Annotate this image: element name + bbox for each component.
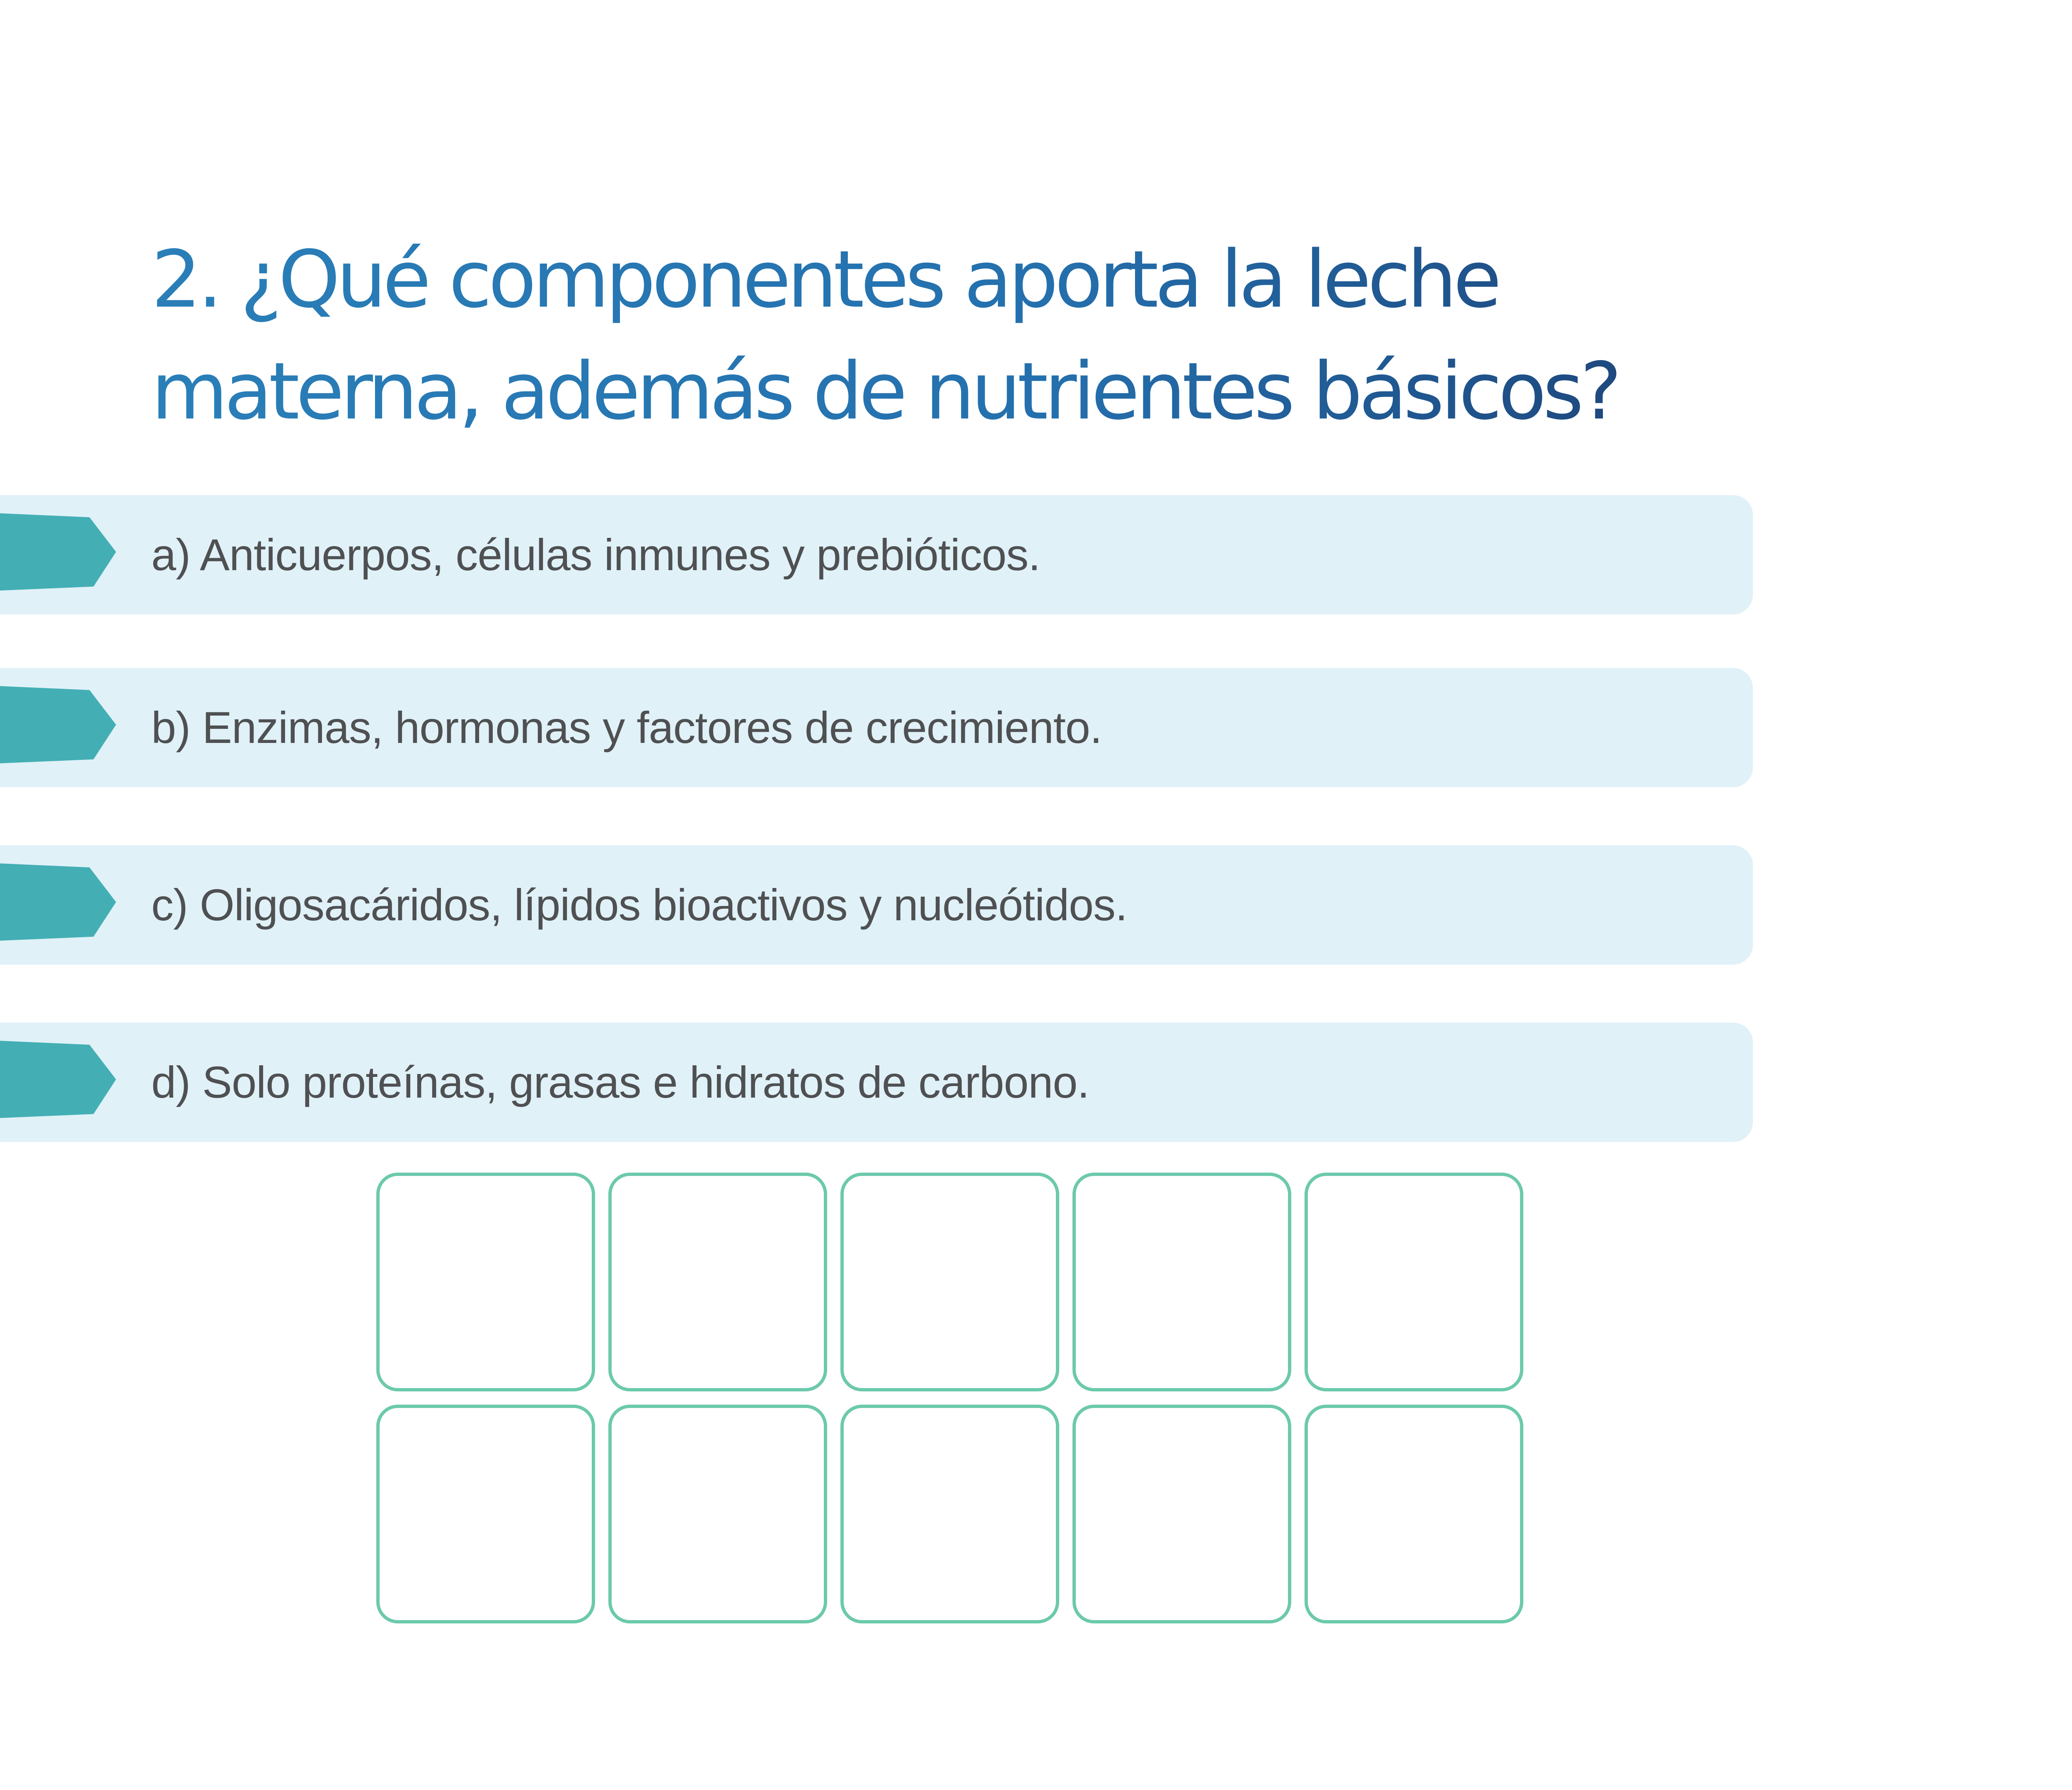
- answer-cell[interactable]: [840, 1405, 1059, 1623]
- answer-cell[interactable]: [1305, 1405, 1523, 1623]
- answer-cell[interactable]: [376, 1173, 595, 1391]
- option-d-label: d) Solo proteínas, grasas e hidratos de carbono.: [151, 1057, 1089, 1107]
- question-title-line-1: 2. ¿Qué componentes aporta la leche: [151, 234, 1498, 325]
- option-a[interactable]: [0, 495, 1753, 614]
- answer-grid: [376, 1173, 1523, 1623]
- answer-cell[interactable]: [1305, 1173, 1523, 1391]
- answer-cell[interactable]: [840, 1173, 1059, 1391]
- answer-cell[interactable]: [608, 1405, 827, 1623]
- option-marker-icon: [0, 1040, 116, 1119]
- answer-cell[interactable]: [1072, 1405, 1291, 1623]
- question-title: [151, 224, 1767, 448]
- answer-cell[interactable]: [376, 1405, 595, 1623]
- option-c[interactable]: [0, 845, 1753, 965]
- option-a-label: a) Anticuerpos, células inmunes y prebióticos.: [151, 530, 1041, 580]
- answer-cell[interactable]: [1072, 1173, 1291, 1391]
- answer-cell[interactable]: [608, 1173, 827, 1391]
- option-marker-icon: [0, 685, 116, 764]
- option-marker-icon: [0, 863, 116, 941]
- option-marker-icon: [0, 513, 116, 591]
- option-b[interactable]: [0, 668, 1753, 787]
- question-title-line-2: materna, además de nutrientes básicos?: [151, 346, 1618, 437]
- option-c-label: c) Oligosacáridos, lípidos bioactivos y nucleótidos.: [151, 880, 1128, 930]
- option-b-label: b) Enzimas, hormonas y factores de crecimiento.: [151, 702, 1102, 752]
- option-d[interactable]: [0, 1023, 1753, 1142]
